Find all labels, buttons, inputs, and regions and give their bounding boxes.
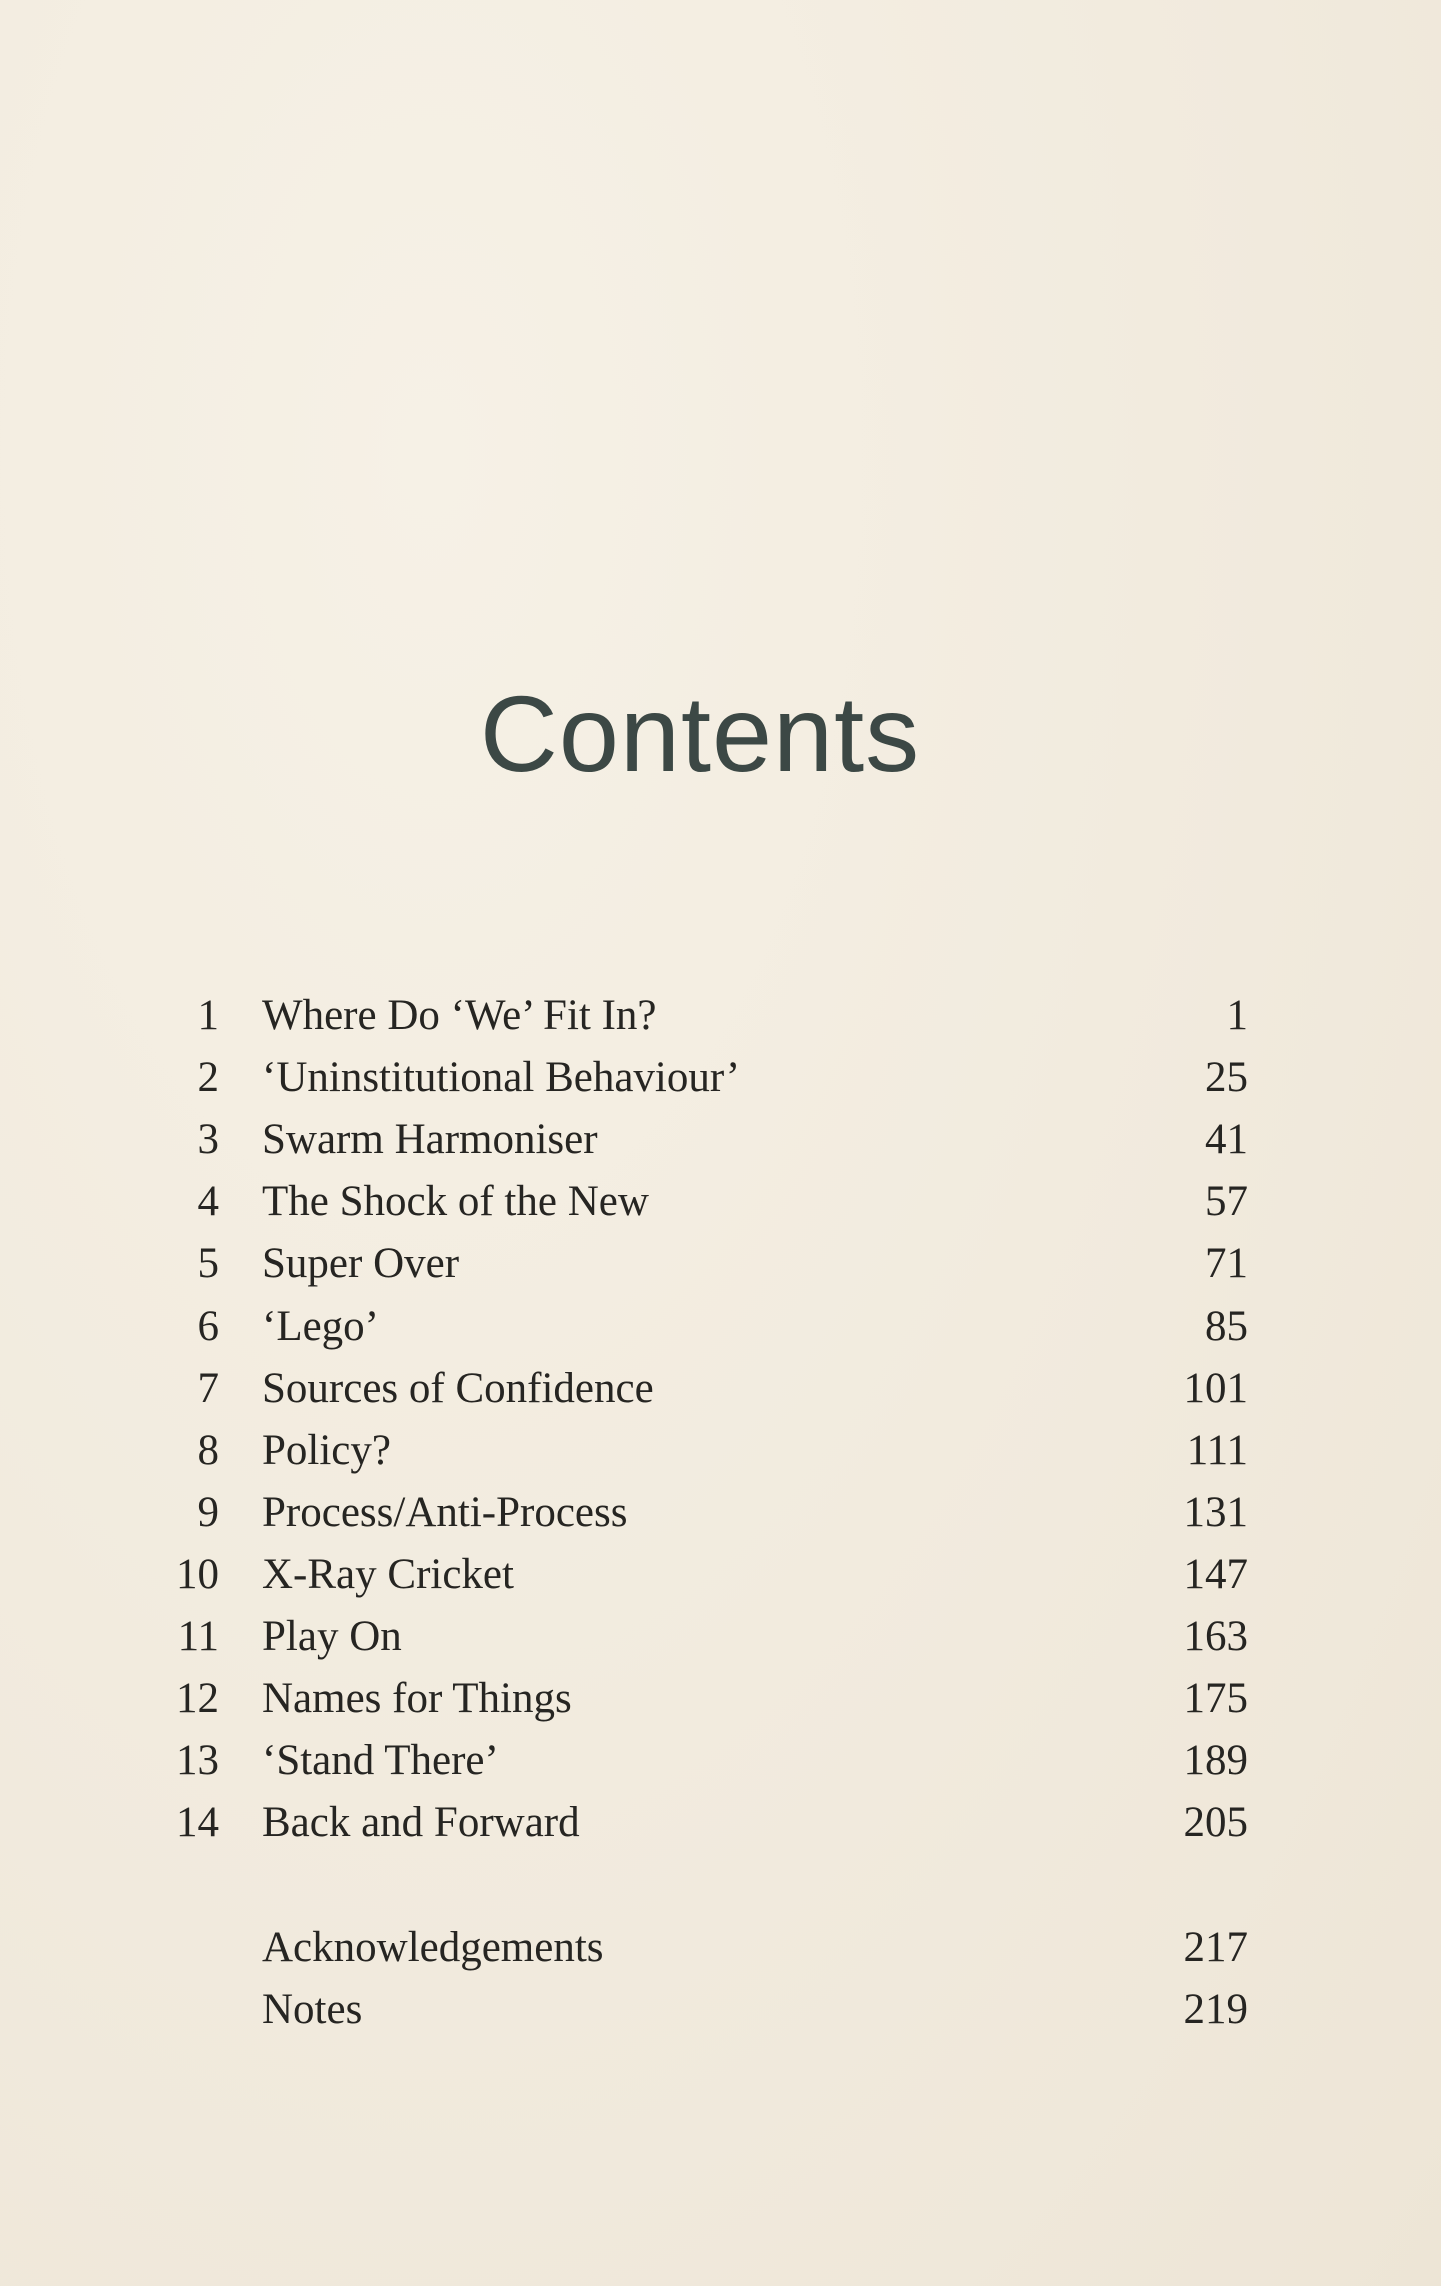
chapter-number: 14 xyxy=(176,1799,219,1847)
chapter-number: 10 xyxy=(176,1550,219,1598)
page-number: 25 xyxy=(1205,1054,1248,1102)
entry-title: Acknowledgements xyxy=(262,1924,604,1971)
entry-title: Process/Anti-Process xyxy=(262,1488,628,1536)
chapter-number: 6 xyxy=(197,1302,219,1350)
chapter-number: 2 xyxy=(197,1054,219,1102)
toc-entry[interactable] xyxy=(0,1606,1441,1668)
page-number: 71 xyxy=(1205,1240,1248,1288)
entry-title: Policy? xyxy=(262,1426,391,1474)
toc-entry[interactable] xyxy=(0,1296,1441,1358)
chapter-number: 1 xyxy=(197,992,219,1039)
chapter-number: 12 xyxy=(176,1675,219,1723)
entry-title: X-Ray Cricket xyxy=(262,1550,514,1598)
entry-title: Where Do ‘We’ Fit In? xyxy=(262,992,657,1039)
page-title: Contents xyxy=(479,673,921,794)
chapter-number: 8 xyxy=(197,1426,219,1474)
chapter-number: 9 xyxy=(197,1488,219,1536)
entry-title: The Shock of the New xyxy=(262,1178,649,1226)
toc-entry[interactable] xyxy=(0,1544,1441,1606)
chapter-number: 13 xyxy=(176,1737,219,1785)
chapter-number: 7 xyxy=(197,1364,219,1412)
toc-entry[interactable] xyxy=(0,1730,1441,1792)
entry-title: Play On xyxy=(262,1613,402,1660)
page-number: 205 xyxy=(1183,1799,1248,1847)
entry-title: ‘Stand There’ xyxy=(262,1737,499,1785)
toc-entry[interactable] xyxy=(0,1792,1441,1854)
entry-title: Super Over xyxy=(262,1240,460,1288)
toc-entry[interactable] xyxy=(0,1482,1441,1544)
page-number: 219 xyxy=(1183,1986,1248,2034)
page-number: 163 xyxy=(1183,1613,1248,1660)
entry-title: Sources of Confidence xyxy=(262,1364,654,1412)
page-number: 41 xyxy=(1205,1116,1248,1164)
entry-title: Names for Things xyxy=(262,1675,572,1723)
chapter-number: 11 xyxy=(177,1613,219,1660)
entry-title: ‘Lego’ xyxy=(262,1302,379,1350)
toc-entry[interactable] xyxy=(0,1917,1441,1979)
toc-entry[interactable] xyxy=(0,1979,1441,2041)
toc-entry[interactable] xyxy=(0,1668,1441,1730)
entry-title: Back and Forward xyxy=(262,1799,580,1847)
page-number: 1 xyxy=(1226,992,1248,1039)
page-number: 85 xyxy=(1205,1302,1248,1350)
entry-title: ‘Uninstitutional Behaviour’ xyxy=(262,1054,741,1102)
toc-entry[interactable] xyxy=(0,1358,1441,1420)
page-number: 111 xyxy=(1186,1426,1248,1474)
page-number: 175 xyxy=(1183,1675,1248,1723)
toc-entry[interactable] xyxy=(0,1233,1441,1295)
page-number: 189 xyxy=(1183,1737,1248,1785)
page-number: 101 xyxy=(1183,1364,1248,1412)
page-number: 131 xyxy=(1183,1488,1248,1536)
chapter-number: 3 xyxy=(197,1116,219,1164)
toc-entry[interactable] xyxy=(0,1420,1441,1482)
entry-title: Swarm Harmoniser xyxy=(262,1116,598,1164)
toc-entry[interactable] xyxy=(0,1171,1441,1233)
page-number: 147 xyxy=(1183,1550,1248,1598)
chapter-number: 4 xyxy=(197,1178,219,1226)
toc-entry[interactable] xyxy=(0,1109,1441,1171)
page-number: 57 xyxy=(1205,1178,1248,1226)
toc-entry[interactable] xyxy=(0,1047,1441,1109)
chapter-number: 5 xyxy=(197,1240,219,1288)
toc-entry[interactable] xyxy=(0,985,1441,1047)
entry-title: Notes xyxy=(262,1986,363,2034)
page-number: 217 xyxy=(1183,1924,1248,1971)
